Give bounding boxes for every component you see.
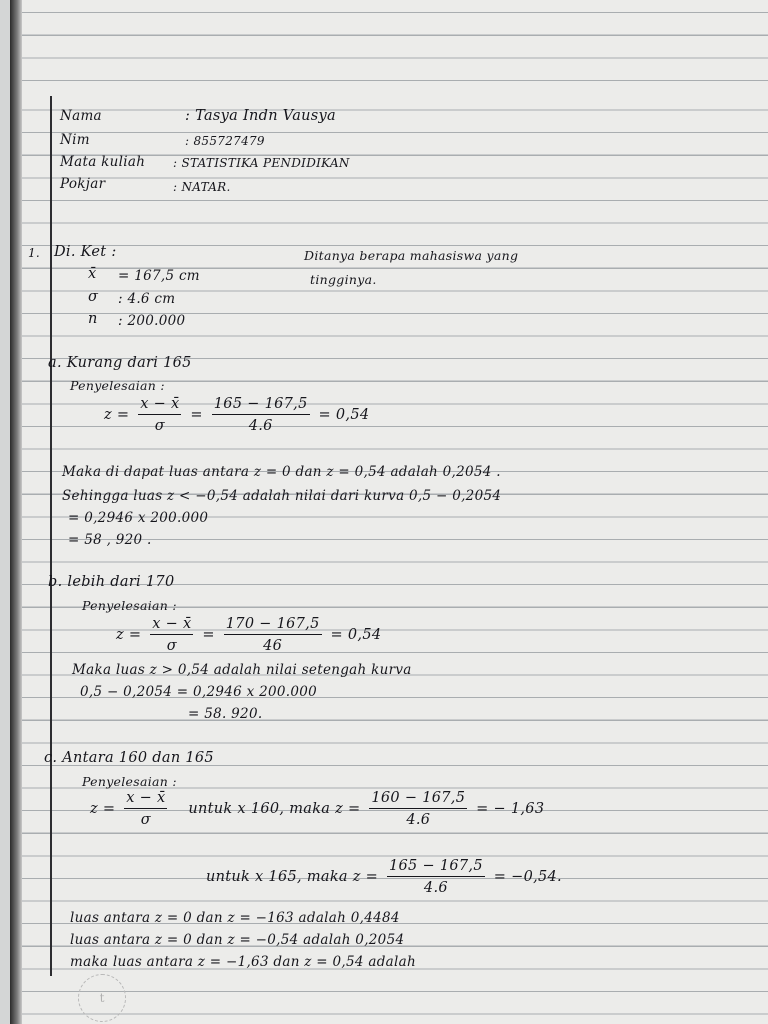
fraction-denominator: σ bbox=[166, 638, 177, 654]
part-a-line-1: Maka di dapat luas antara z = 0 dan z = 0,54 adalah 0,2054 . bbox=[62, 464, 501, 480]
part-c-title: c. Antara 160 dan 165 bbox=[44, 750, 214, 766]
ditanya-line-2: tingginya. bbox=[310, 272, 377, 287]
untuk-160-text: untuk x 160, maka z = bbox=[188, 801, 361, 817]
part-c-formula-1 bbox=[90, 790, 544, 828]
n-value: : 200.000 bbox=[118, 313, 186, 329]
z-formula-fraction bbox=[124, 790, 167, 828]
pokjar-label: Pokjar bbox=[60, 176, 106, 192]
part-b-penyelesaian: Penyelesaian : bbox=[82, 598, 177, 613]
pokjar-value: : NATAR. bbox=[173, 180, 231, 194]
part-a-title: a. Kurang dari 165 bbox=[48, 355, 192, 371]
fraction-numerator: x − x̄ bbox=[150, 616, 193, 635]
fraction-numerator: 165 − 167,5 bbox=[212, 396, 310, 415]
fraction-numerator: x − x̄ bbox=[138, 396, 181, 415]
fraction-denominator: 46 bbox=[263, 638, 283, 654]
z-result: = 0,54 bbox=[330, 627, 382, 643]
equals-sign: = bbox=[190, 407, 203, 423]
mata-kuliah-value: : STATISTIKA PENDIDIKAN bbox=[173, 156, 350, 170]
value-fraction bbox=[387, 858, 485, 896]
value-fraction bbox=[369, 790, 467, 828]
sd-symbol: σ bbox=[88, 289, 99, 305]
diket-label: Di. Ket : bbox=[54, 244, 117, 260]
part-a-line-4: = 58 , 920 . bbox=[68, 532, 152, 548]
part-a-formula bbox=[104, 396, 369, 434]
sd-value: : 4.6 cm bbox=[118, 291, 176, 307]
fraction-denominator: 4.6 bbox=[248, 418, 273, 434]
part-a-line-3: = 0,2946 x 200.000 bbox=[68, 510, 209, 526]
part-b-line-3: = 58. 920. bbox=[188, 706, 263, 722]
value-fraction bbox=[212, 396, 310, 434]
part-c-formula-2 bbox=[206, 858, 562, 896]
fraction-numerator: x − x̄ bbox=[124, 790, 167, 809]
ditanya-line-1: Ditanya berapa mahasiswa yang bbox=[304, 248, 519, 263]
notebook-binding bbox=[10, 0, 22, 1024]
watermark-stamp: t bbox=[78, 974, 126, 1022]
part-b-formula bbox=[116, 616, 381, 654]
mata-kuliah-label: Mata kuliah bbox=[60, 154, 146, 170]
part-c-line-2: luas antara z = 0 dan z = −0,54 adalah 0,2054 bbox=[70, 932, 405, 948]
part-a-penyelesaian: Penyelesaian : bbox=[70, 378, 165, 393]
margin-line bbox=[50, 96, 52, 976]
part-a-line-2: Sehingga luas z < −0,54 adalah nilai dari kurva 0,5 − 0,2054 bbox=[62, 488, 502, 504]
value-fraction bbox=[224, 616, 322, 654]
fraction-denominator: 4.6 bbox=[406, 812, 431, 828]
notebook-page bbox=[10, 0, 768, 1024]
equals-sign: = bbox=[202, 627, 215, 643]
z-result: = 0,54 bbox=[318, 407, 370, 423]
part-c-penyelesaian: Penyelesaian : bbox=[82, 774, 177, 789]
z-result: = −0,54. bbox=[493, 869, 562, 885]
z-lhs: z = bbox=[90, 801, 116, 817]
z-result: = − 1,63 bbox=[476, 801, 545, 817]
fraction-denominator: σ bbox=[140, 812, 151, 828]
untuk-165-text: untuk x 165, maka z = bbox=[206, 869, 379, 885]
part-b-line-1: Maka luas z > 0,54 adalah nilai setengah kurva bbox=[72, 662, 412, 678]
mean-value: = 167,5 cm bbox=[118, 268, 200, 284]
n-symbol: n bbox=[88, 311, 98, 327]
nama-value: : Tasya Indn Vausya bbox=[185, 108, 336, 124]
fraction-numerator: 170 − 167,5 bbox=[224, 616, 322, 635]
z-formula-fraction bbox=[138, 396, 181, 434]
z-lhs: z = bbox=[116, 627, 142, 643]
part-c-line-1: luas antara z = 0 dan z = −163 adalah 0,4484 bbox=[70, 910, 400, 926]
z-lhs: z = bbox=[104, 407, 130, 423]
fraction-denominator: 4.6 bbox=[423, 880, 448, 896]
mean-symbol: x̄ bbox=[88, 266, 97, 282]
fraction-denominator: σ bbox=[154, 418, 165, 434]
fraction-numerator: 160 − 167,5 bbox=[369, 790, 467, 809]
part-b-line-2: 0,5 − 0,2054 = 0,2946 x 200.000 bbox=[80, 684, 318, 700]
z-formula-fraction bbox=[150, 616, 193, 654]
part-b-title: b. lebih dari 170 bbox=[48, 574, 175, 590]
question-number: 1. bbox=[28, 246, 41, 260]
part-c-line-3: maka luas antara z = −1,63 dan z = 0,54 adalah bbox=[70, 954, 416, 970]
fraction-numerator: 165 − 167,5 bbox=[387, 858, 485, 877]
nim-label: Nim bbox=[60, 132, 90, 148]
nama-label: Nama bbox=[60, 108, 102, 124]
nim-value: : 855727479 bbox=[185, 134, 265, 148]
